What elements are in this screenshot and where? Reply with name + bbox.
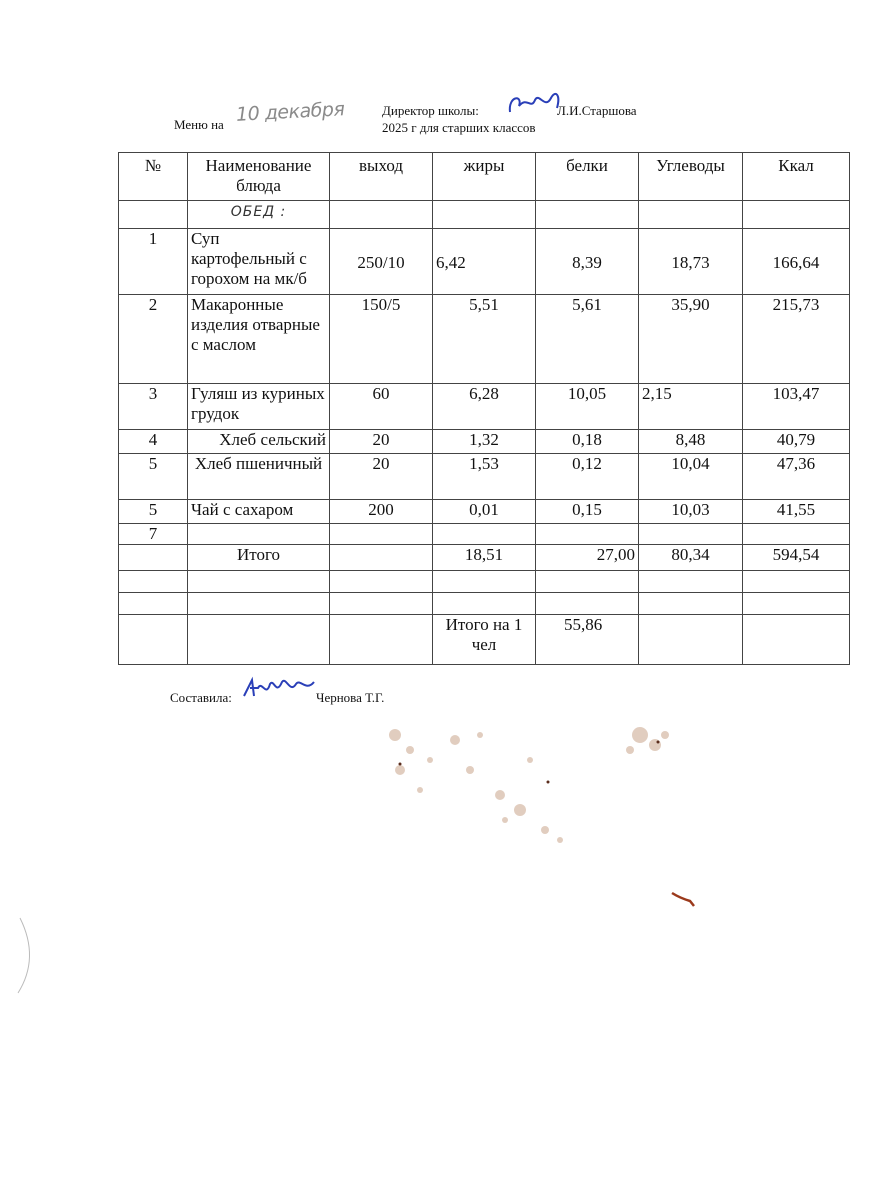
kcal: 215,73: [743, 295, 850, 384]
per-person-row: [119, 615, 850, 665]
row-number: 7: [119, 524, 188, 545]
output: 150/5: [330, 295, 433, 384]
output: 20: [330, 454, 433, 500]
protein: 10,05: [536, 384, 639, 430]
empty-row: [119, 571, 850, 593]
col-protein: белки: [536, 153, 639, 201]
fat: 0,01: [433, 500, 536, 524]
menu-date-handwritten: 10 декабря: [235, 98, 345, 126]
row-number: 3: [119, 384, 188, 430]
director-signature: [505, 88, 565, 124]
per-person-value: 55,86: [536, 615, 639, 665]
carbs: 18,73: [639, 229, 743, 295]
kcal: 166,64: [743, 229, 850, 295]
table-row: [119, 295, 850, 384]
table-row: [119, 454, 850, 500]
director-name: Л.И.Старшова: [557, 103, 637, 118]
section-row: [119, 201, 850, 229]
dish-name: Чай с сахаром: [188, 500, 330, 524]
carbs: 10,04: [639, 454, 743, 500]
compiled-by-label: Составила:: [170, 690, 232, 705]
total-kcal: 594,54: [743, 545, 850, 571]
table-row: [119, 500, 850, 524]
col-kcal: Ккал: [743, 153, 850, 201]
fat: 1,32: [433, 430, 536, 454]
col-carbs: Углеводы: [639, 153, 743, 201]
compiler-name: Чернова Т.Г.: [316, 690, 385, 705]
table-row: [119, 430, 850, 454]
protein: 5,61: [536, 295, 639, 384]
dish-name: Макаронные изделия отварные с маслом: [188, 295, 330, 384]
carbs: 10,03: [639, 500, 743, 524]
total-protein: 27,00: [536, 545, 639, 571]
compiler-signature: [240, 674, 320, 709]
carbs: 35,90: [639, 295, 743, 384]
carbs: 8,48: [639, 430, 743, 454]
fat: 1,53: [433, 454, 536, 500]
row-number: 5: [119, 454, 188, 500]
dish-name: Суп картофельный с горохом на мк/б: [188, 229, 330, 295]
col-number: №: [119, 153, 188, 201]
protein: 0,15: [536, 500, 639, 524]
per-person-label: Итого на 1 чел: [433, 615, 536, 665]
output: 250/10: [330, 229, 433, 295]
kcal: 103,47: [743, 384, 850, 430]
kcal: 47,36: [743, 454, 850, 500]
table-row: [119, 229, 850, 295]
fat: 6,42: [433, 229, 536, 295]
dish-name: Хлеб сельский: [188, 430, 330, 454]
protein: 0,18: [536, 430, 639, 454]
director-label: Директор школы:: [382, 103, 479, 118]
table-header-row: [119, 153, 850, 201]
kcal: 41,55: [743, 500, 850, 524]
protein: 0,12: [536, 454, 639, 500]
row-number: 1: [119, 229, 188, 295]
output: 20: [330, 430, 433, 454]
total-carbs: 80,34: [639, 545, 743, 571]
output: 200: [330, 500, 433, 524]
fat: 6,28: [433, 384, 536, 430]
kcal: 40,79: [743, 430, 850, 454]
empty-row: [119, 593, 850, 615]
dish-name: Гуляш из куриных грудок: [188, 384, 330, 430]
row-number: 5: [119, 500, 188, 524]
menu-table: [118, 152, 850, 665]
col-output: выход: [330, 153, 433, 201]
table-row: [119, 524, 850, 545]
col-fat: жиры: [433, 153, 536, 201]
table-row: [119, 384, 850, 430]
row-number: 4: [119, 430, 188, 454]
col-dish-name: Наименование блюда: [188, 153, 330, 201]
header-subtitle: 2025 г для старших классов: [382, 120, 536, 135]
output: 60: [330, 384, 433, 430]
row-number: 2: [119, 295, 188, 384]
protein: 8,39: [536, 229, 639, 295]
total-fat: 18,51: [433, 545, 536, 571]
menu-date-label: Меню на: [174, 117, 224, 132]
total-row: [119, 545, 850, 571]
dish-name: Хлеб пшеничный: [188, 454, 330, 500]
total-label: Итого: [188, 545, 330, 571]
section-label: ОБЕД :: [230, 204, 287, 220]
fat: 5,51: [433, 295, 536, 384]
carbs: 2,15: [639, 384, 743, 430]
